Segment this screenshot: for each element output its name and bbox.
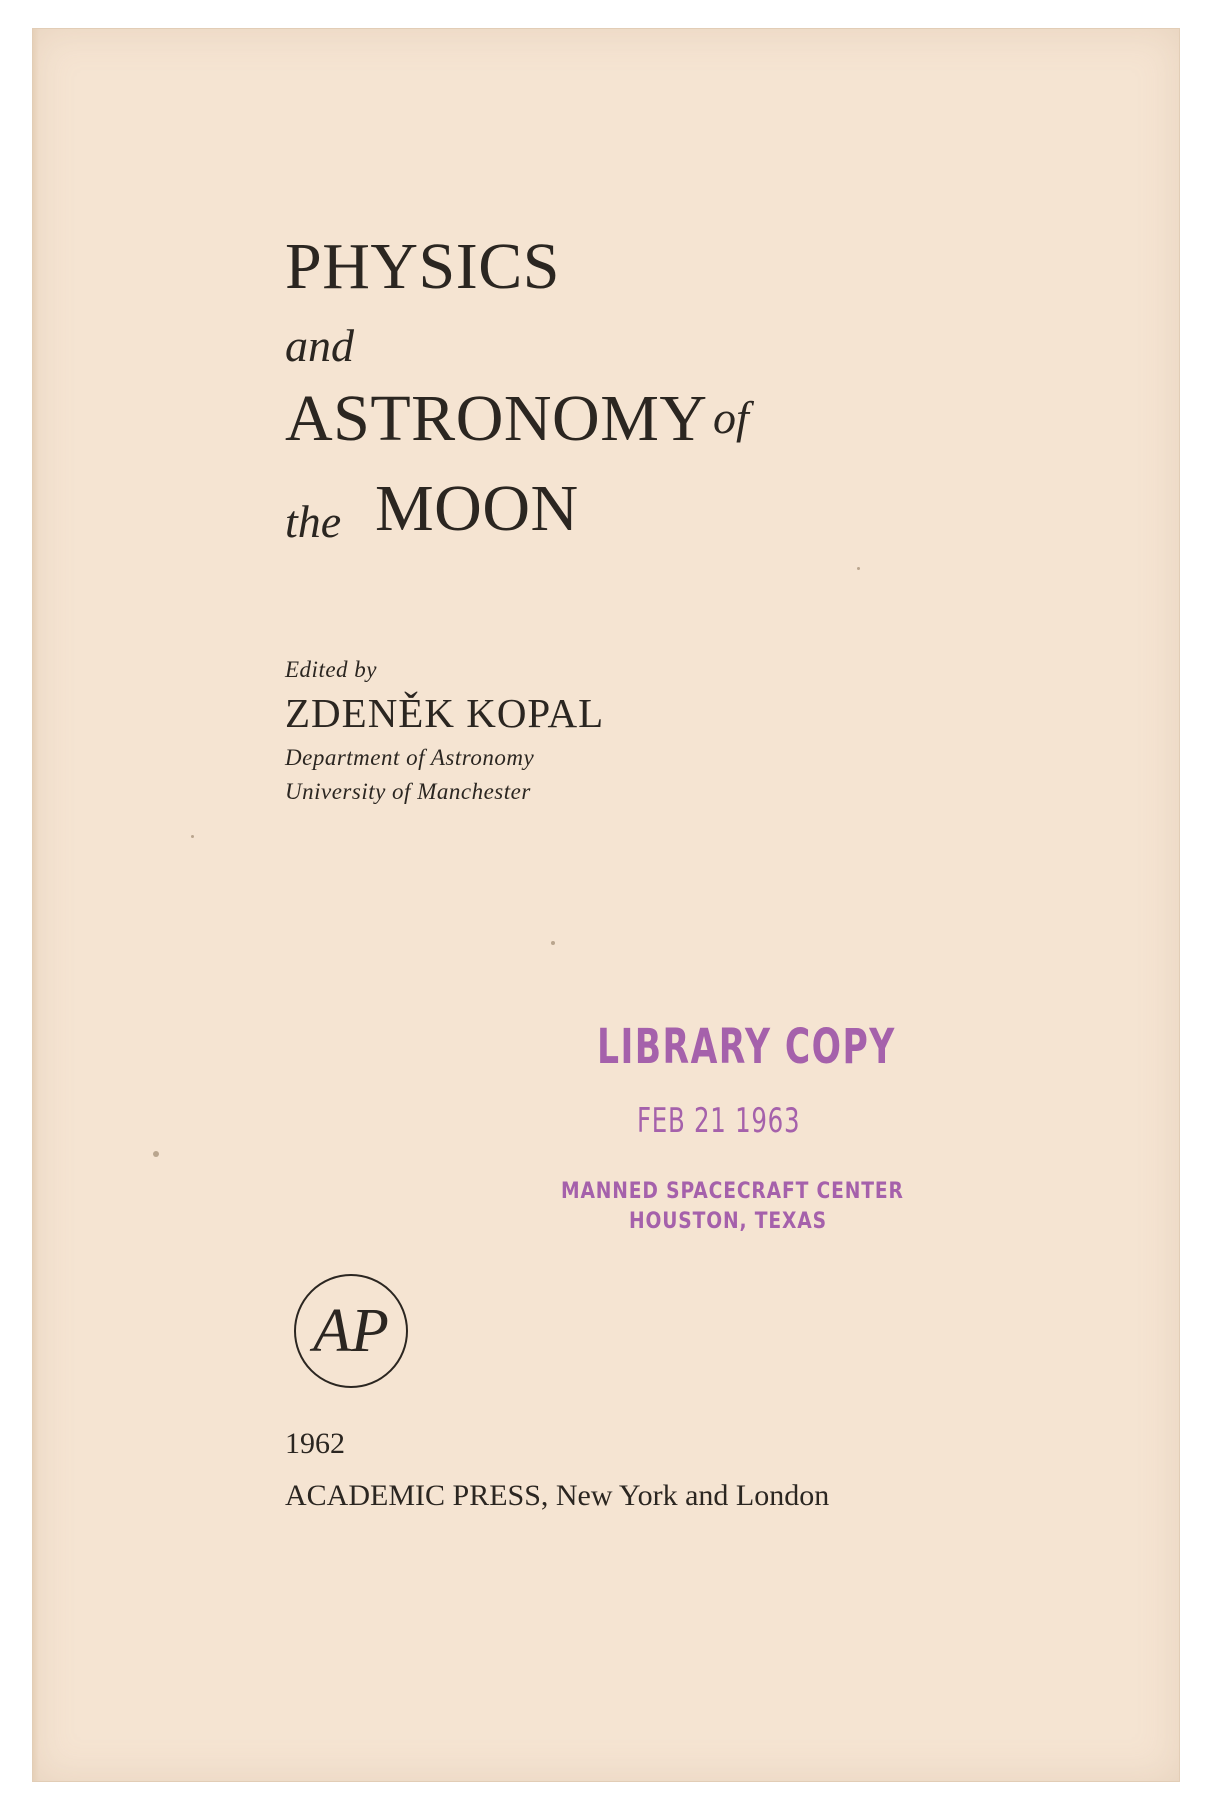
title-astronomy: ASTRONOMY xyxy=(285,382,708,455)
stamp-date: FEB 21 1963 xyxy=(637,1101,801,1141)
editor-university: University of Manchester xyxy=(285,779,531,804)
title-page xyxy=(32,28,1180,1782)
edited-by-label: Edited by xyxy=(285,657,377,682)
stamp-center-name: MANNED SPACECRAFT CENTER xyxy=(561,1179,904,1204)
logo-monogram: AP xyxy=(313,1297,389,1365)
editor-name: ZDENĚK KOPAL xyxy=(285,690,605,736)
editor-department: Department of Astronomy xyxy=(285,745,535,770)
paper-speck xyxy=(191,835,194,838)
title-the: the xyxy=(285,496,342,547)
title-physics: PHYSICS xyxy=(285,230,560,303)
academic-press-logo xyxy=(287,1267,415,1395)
paper-speck xyxy=(153,1151,159,1157)
publisher-imprint: ACADEMIC PRESS, New York and London xyxy=(285,1479,830,1512)
title-moon: MOON xyxy=(375,472,579,545)
page-edge-shadow xyxy=(33,29,39,1781)
paper-speck xyxy=(857,567,860,570)
stamp-city: HOUSTON, TEXAS xyxy=(629,1209,827,1234)
stamp-library-copy: LIBRARY COPY xyxy=(597,1019,896,1075)
title-of: of xyxy=(713,392,749,443)
publication-year: 1962 xyxy=(285,1427,345,1460)
title-and: and xyxy=(285,320,354,371)
paper-speck xyxy=(551,941,555,945)
